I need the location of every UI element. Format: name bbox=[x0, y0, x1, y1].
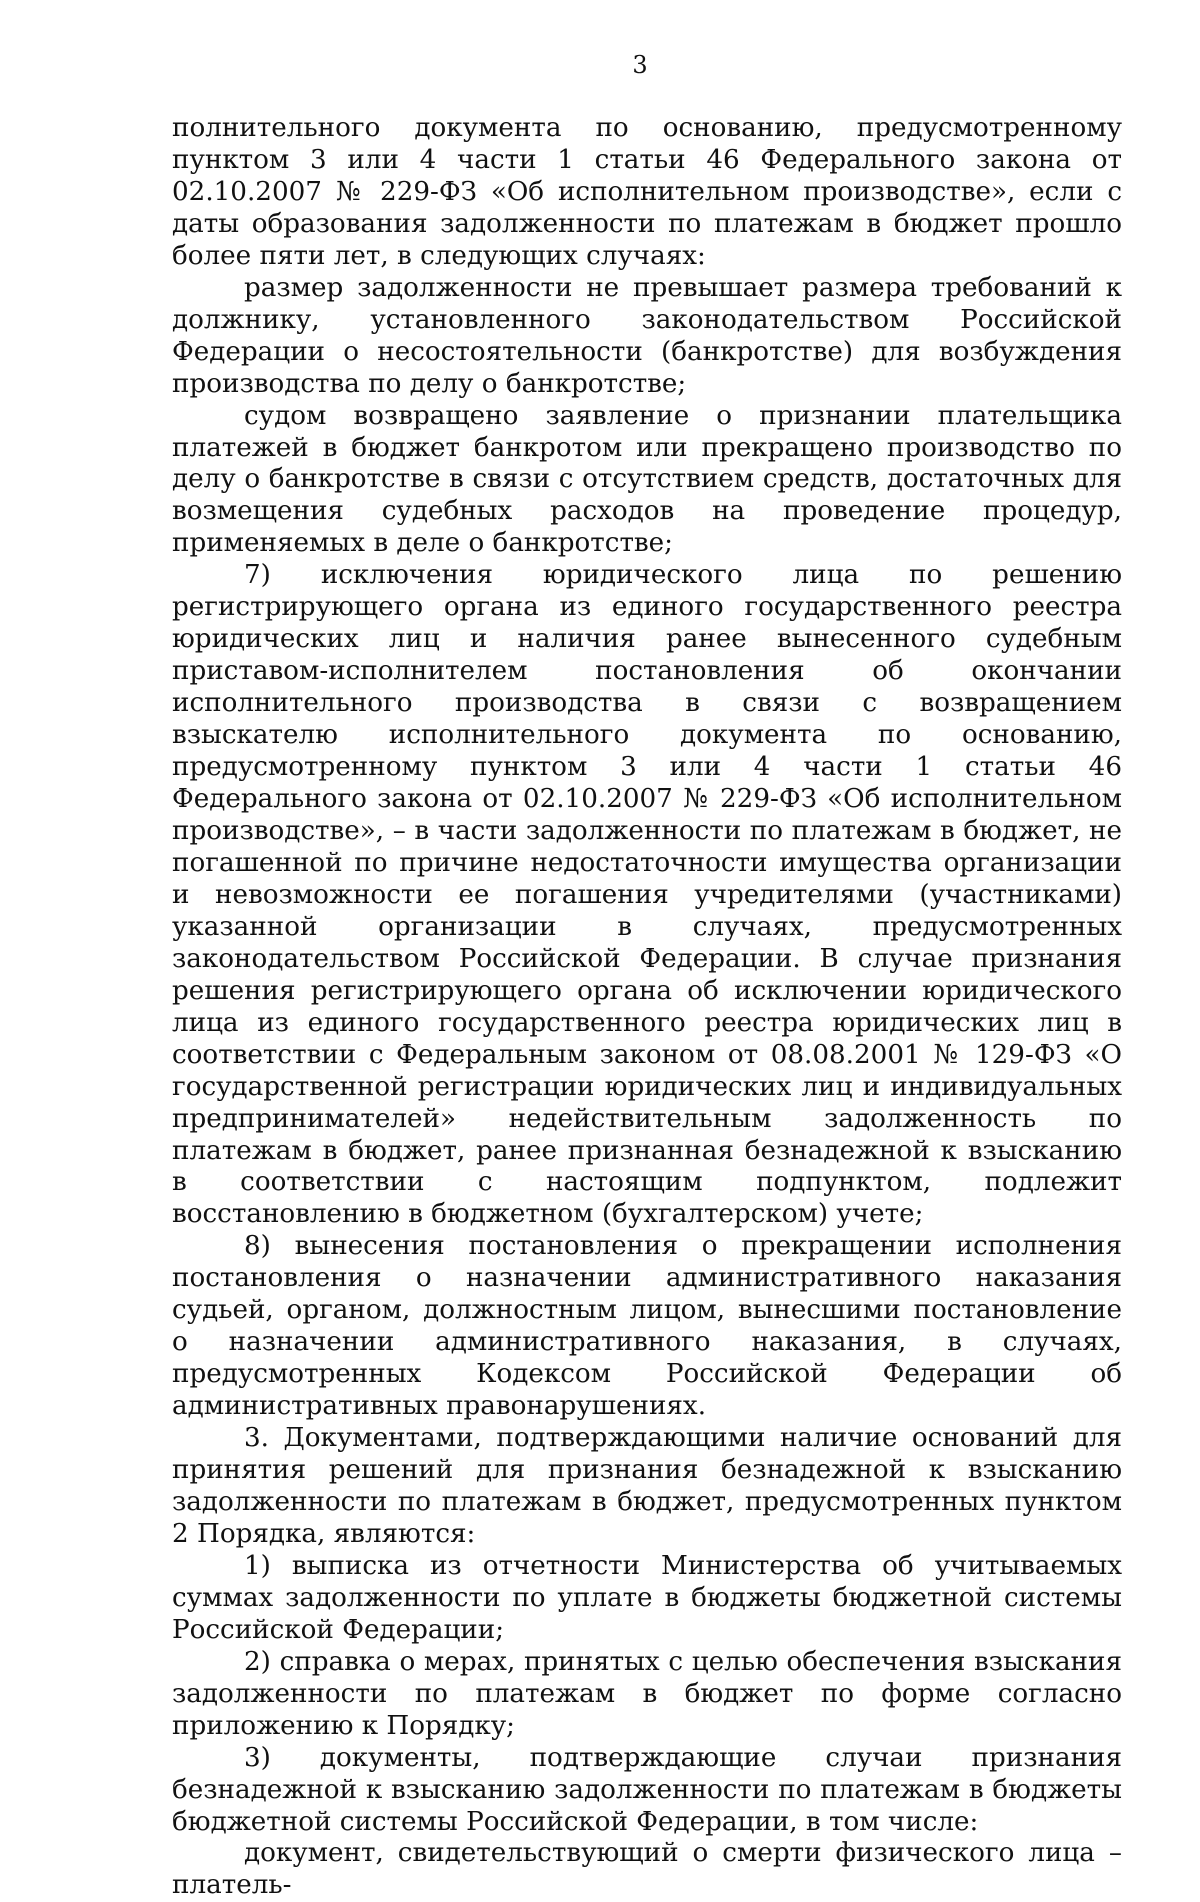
paragraph: 1) выписка из отчетности Министерства об учитываемых суммах задолженности по уплате в бюджеты бюджетной системы Российской Федерации; bbox=[172, 1550, 1122, 1645]
paragraph: документ, свидетельствующий о смерти физического лица – платель- bbox=[172, 1838, 1122, 1901]
paragraph: полнительного документа по основанию, предусмотренному пунктом 3 или 4 части 1 статьи 46 Федерального закона от 02.10.2007 № 229-ФЗ «Об исполнительном производстве», если с даты образования задолженности по платежам в бюджет прошло более пяти лет, в следующих случаях: bbox=[172, 113, 1122, 271]
paragraph: 3. Документами, подтверждающими наличие оснований для принятия решений для признания безнадежной к взысканию задолженности по платежам в бюджет, предусмотренных пунктом 2 Порядка, являются: bbox=[172, 1423, 1122, 1549]
page-number: 3 bbox=[632, 51, 648, 79]
paragraph: 7) исключения юридического лица по решению регистрирующего органа из единого государственного реестра юридических лиц и наличия ранее вынесенного судебным приставом-исполнителем постановления об окончании исполнительного производства в связи с возвращением взыскателю исполнительного документа по основанию, предусмотренному пунктом 3 или 4 части 1 статьи 46 Федерального закона от 02.10.2007 № 229-ФЗ «Об исполнительном производстве», – в части задолженности по платежам в бюджет, не погашенной по причине недостаточности имущества организации и невозможности ее погашения учредителями (участниками) указанной организации в случаях, предусмотренных законодательством Российской Федерации. В случае признания решения регистрирующего органа об исключении юридического лица из единого государственного реестра юридических лиц в соответствии с Федеральным законом от 08.08.2001 № 129-ФЗ «О государственной регистрации юридических лиц и индивидуальных предпринимателей» недействительным задолженность по платежам в бюджет, ранее признанная безнадежной к взысканию в соответствии с настоящим подпунктом, подлежит восстановлению в бюджетном (бухгалтерском) учете; bbox=[172, 560, 1122, 1230]
paragraph: 2) справка о мерах, принятых с целью обеспечения взыскания задолженности по платежам в бюджет по форме согласно приложению к Порядку; bbox=[172, 1646, 1122, 1741]
paragraph: размер задолженности не превышает размера требований к должнику, установленного законодательством Российской Федерации о несостоятельности (банкротстве) для возбуждения производства по делу о банкротстве; bbox=[172, 272, 1122, 399]
document-body bbox=[172, 113, 1122, 1902]
paragraph: 8) вынесения постановления о прекращении исполнения постановления о назначении административного наказания судьей, органом, должностным лицом, вынесшими постановление о назначении административного наказания, в случаях, предусмотренных Кодексом Российской Федерации об административных правонарушениях. bbox=[172, 1231, 1122, 1422]
paragraph: судом возвращено заявление о признании плательщика платежей в бюджет банкротом или прекращено производство по делу о банкротстве в связи с отсутствием средств, достаточных для возмещения судебных расходов на проведение процедур, применяемых в деле о банкротстве; bbox=[172, 400, 1122, 559]
paragraph: 3) документы, подтверждающие случаи признания безнадежной к взысканию задолженности по платежам в бюджеты бюджетной системы Российской Федерации, в том числе: bbox=[172, 1742, 1122, 1837]
